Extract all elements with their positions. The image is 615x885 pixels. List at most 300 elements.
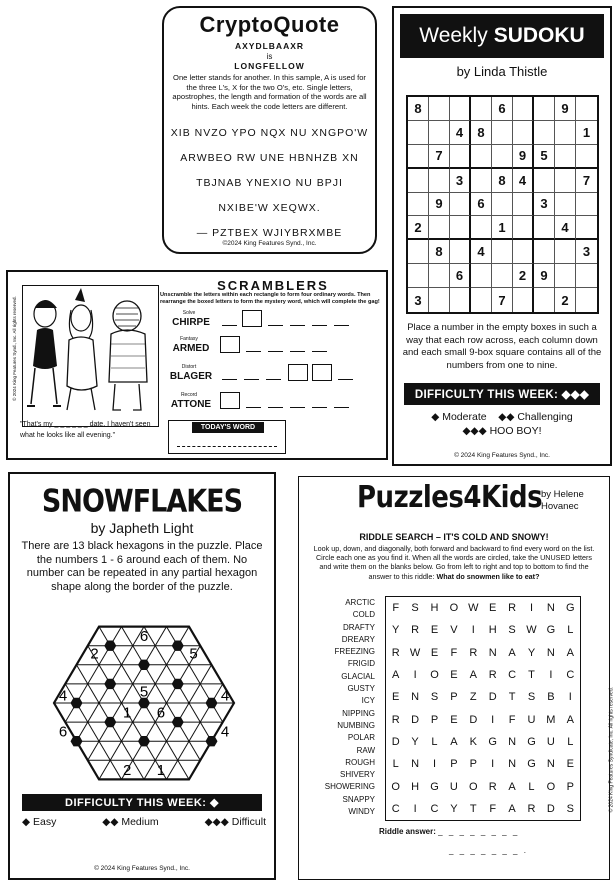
letter-blank[interactable]	[312, 351, 327, 352]
word-list-item: GUSTY	[347, 684, 375, 694]
scramblers-side-copyright: © 2024 King Features Synd., Inc. All rights reserved.	[11, 296, 17, 401]
letter-blank[interactable]	[338, 379, 353, 380]
letter-blank[interactable]	[268, 407, 283, 408]
snowflake-number: 6	[139, 628, 149, 646]
sudoku-cell[interactable]	[471, 288, 492, 312]
sudoku-cell: 3	[450, 169, 471, 193]
sudoku-cell[interactable]	[450, 288, 471, 312]
puzzles4kids-title: Puzzles4Kids	[357, 480, 543, 516]
sudoku-cell[interactable]	[471, 216, 492, 240]
sudoku-cell[interactable]	[534, 121, 555, 145]
letter-blank[interactable]	[334, 325, 349, 326]
grid-letter[interactable]: A	[450, 735, 458, 748]
sample-answer: LONGFELLOW	[234, 61, 305, 71]
sudoku-cell[interactable]	[450, 97, 471, 121]
grid-letter[interactable]: U	[546, 735, 555, 748]
black-hexagon	[104, 641, 116, 651]
sudoku-grid	[406, 95, 599, 314]
grid-letter[interactable]: K	[469, 735, 477, 748]
todays-word-label: TODAY'S WORD	[192, 422, 264, 433]
sudoku-cell[interactable]	[429, 97, 450, 121]
grid-letter[interactable]: P	[450, 691, 458, 704]
sudoku-title-bold: SUDOKU	[493, 24, 585, 47]
scramblers-title: SCRAMBLERS	[217, 278, 329, 293]
sudoku-cell: 1	[576, 121, 597, 145]
letter-blank[interactable]	[244, 379, 259, 380]
sudoku-cell: 7	[576, 169, 597, 193]
word-list-item: NIPPING	[342, 708, 375, 718]
scrambled-word: BLAGER	[169, 371, 213, 382]
grid-letter[interactable]: C	[430, 802, 439, 815]
scramble-word-2	[166, 336, 386, 358]
sudoku-cell[interactable]	[429, 216, 450, 240]
grid-letter[interactable]: T	[528, 669, 535, 682]
letter-blank[interactable]	[222, 379, 237, 380]
code-line: XIB NVZO YPO NQX NU XNGPO'W	[170, 127, 369, 139]
grid-letter[interactable]: R	[508, 602, 517, 615]
code-line: ARWBEO RW UNE HBNHZB XN	[180, 152, 359, 164]
grid-letter[interactable]: O	[391, 780, 400, 793]
grid-letter[interactable]: C	[391, 802, 400, 815]
grid-letter[interactable]: S	[411, 602, 419, 615]
snowflake-number: 4	[220, 723, 230, 741]
grid-letter[interactable]: R	[391, 713, 400, 726]
black-hexagon	[104, 679, 116, 689]
grid-letter[interactable]: R	[527, 802, 536, 815]
sudoku-cell[interactable]	[576, 145, 597, 169]
cartoon-drawing	[23, 286, 158, 426]
cartoon-illustration	[22, 285, 159, 427]
grid-letter[interactable]: G	[527, 758, 536, 771]
grid-letter[interactable]: Y	[527, 646, 536, 659]
sudoku-cell[interactable]	[555, 264, 576, 288]
grid-letter[interactable]: E	[430, 646, 439, 659]
scramblers-panel	[6, 270, 388, 460]
grid-letter[interactable]: N	[508, 758, 517, 771]
grid-letter[interactable]: E	[392, 691, 400, 704]
sudoku-cell: 2	[408, 216, 429, 240]
sudoku-cell: 4	[450, 121, 471, 145]
riddle-question: What do snowmen like to eat?	[436, 571, 540, 581]
sudoku-cell[interactable]	[492, 240, 513, 264]
sudoku-cell[interactable]	[513, 121, 534, 145]
letter-box[interactable]	[220, 392, 240, 409]
word-list-item: GLACIAL	[341, 671, 375, 681]
grid-letter[interactable]: O	[546, 780, 556, 793]
sudoku-cell: 1	[492, 216, 513, 240]
answer-blanks[interactable]: _ _ _ _ _ _ _ _	[438, 827, 520, 836]
puzzles4kids-side-copyright: © 2024 King Features Syndicate, Inc. All rights reserved.	[608, 687, 614, 813]
sudoku-cell: 6	[450, 264, 471, 288]
grid-letter[interactable]: N	[411, 758, 420, 771]
scramble-word-3	[166, 364, 386, 386]
word-search-grid	[385, 596, 581, 821]
letter-blank[interactable]	[246, 407, 261, 408]
sudoku-cell: 9	[513, 145, 534, 169]
sudoku-cell[interactable]	[513, 216, 534, 240]
sudoku-cell[interactable]	[450, 216, 471, 240]
grid-letter[interactable]: U	[449, 780, 458, 793]
grid-letter[interactable]: Z	[469, 691, 477, 704]
word-hint: Solve	[182, 310, 196, 316]
grid-letter[interactable]: L	[431, 735, 438, 748]
sudoku-cell[interactable]	[555, 169, 576, 193]
instructions-text: Look up, down, and diagonally, both forward and backward to find every word on the list. Circle each one as you find it. When all the words are circled, take the UNUSED letters and write them on the blanks below. Go from left to right and top to bottom to find the answer to this riddle:	[313, 544, 595, 581]
grid-letter[interactable]: A	[508, 780, 516, 793]
letter-box[interactable]	[220, 336, 240, 353]
sudoku-cell[interactable]	[471, 264, 492, 288]
sudoku-cell: 3	[576, 240, 597, 264]
sudoku-cell[interactable]	[471, 97, 492, 121]
sudoku-cell[interactable]	[534, 288, 555, 312]
snowflake-number: 4	[220, 687, 230, 705]
word-list-item: SHOWERING	[324, 782, 375, 792]
sudoku-cell[interactable]	[471, 169, 492, 193]
grid-letter[interactable]: M	[546, 713, 556, 726]
grid-letter[interactable]: I	[529, 602, 534, 615]
grid-letter[interactable]: W	[526, 624, 537, 637]
sudoku-cell[interactable]	[408, 193, 429, 217]
word-list	[309, 597, 375, 818]
grid-letter[interactable]: O	[430, 669, 439, 682]
level-hoo-boy: ◆◆◆ HOO BOY!	[462, 425, 542, 437]
scramble-word-1	[166, 310, 386, 332]
grid-letter[interactable]: R	[488, 669, 497, 682]
grid-letter[interactable]: S	[527, 691, 536, 704]
grid-letter[interactable]: D	[411, 713, 420, 726]
grid-letter[interactable]: A	[566, 646, 574, 659]
level-challenging: ◆◆ Challenging	[498, 411, 573, 423]
snowflake-puzzle-grid	[22, 614, 266, 792]
grid-letter[interactable]: T	[469, 802, 477, 815]
word-list-item: FREEZING	[334, 647, 375, 657]
sudoku-cell[interactable]	[576, 264, 597, 288]
word-hint: Fantasy	[180, 336, 198, 342]
word-list-item: SNAPPY	[342, 794, 375, 804]
snowflake-number: 1	[122, 704, 132, 722]
code-line: NXIBE'W XEQWX.	[218, 202, 321, 214]
sudoku-cell[interactable]	[429, 288, 450, 312]
black-hexagon	[71, 698, 83, 708]
grid-letter[interactable]: N	[488, 646, 497, 659]
grid-letter[interactable]: A	[392, 669, 400, 682]
sudoku-cell: 5	[534, 145, 555, 169]
snowflake-number: 6	[156, 704, 166, 722]
grid-letter[interactable]: P	[566, 780, 574, 793]
snowflakes-panel	[8, 472, 276, 880]
sudoku-cell[interactable]	[534, 240, 555, 264]
snowflake-number: 2	[122, 761, 132, 779]
letter-blank[interactable]	[246, 351, 261, 352]
grid-letter[interactable]: I	[491, 713, 495, 726]
answer-blanks-2[interactable]: _ _ _ _ _ _ _ .	[449, 846, 528, 855]
cryptoquote-panel	[162, 6, 377, 254]
sudoku-cell[interactable]	[408, 240, 429, 264]
letter-blank[interactable]	[334, 407, 349, 408]
grid-letter[interactable]: B	[547, 691, 555, 704]
sudoku-cell[interactable]	[471, 145, 492, 169]
sudoku-cell[interactable]	[408, 121, 429, 145]
letter-blank[interactable]	[222, 325, 237, 326]
puzzles4kids-panel	[298, 476, 614, 880]
riddle-instructions	[309, 544, 599, 581]
grid-letter[interactable]: Y	[392, 624, 400, 637]
letter-blank[interactable]	[290, 351, 305, 352]
snowflakes-copyright: © 2024 King Features Synd., Inc.	[94, 865, 190, 872]
word-list-item: DRAFTY	[343, 622, 375, 632]
sudoku-cell[interactable]	[408, 264, 429, 288]
sudoku-cell[interactable]	[555, 121, 576, 145]
scrambled-word: CHIRPE	[172, 317, 210, 328]
scramblers-instructions: Unscramble the letters within each rectangle to form four ordinary words. Then rearrange the boxed letters to form the mystery word, which will complete the gag!	[160, 292, 380, 305]
grid-letter[interactable]: F	[450, 646, 458, 659]
scrambled-word: ATTONE	[170, 399, 212, 410]
grid-letter[interactable]: I	[432, 758, 437, 771]
sudoku-cell[interactable]	[576, 97, 597, 121]
sudoku-cell: 3	[534, 193, 555, 217]
grid-letter[interactable]: G	[546, 624, 556, 637]
letter-blank[interactable]	[268, 325, 283, 326]
grid-letter[interactable]: P	[430, 713, 439, 726]
grid-letter[interactable]: F	[508, 713, 516, 726]
sudoku-instructions: Place a number in the empty boxes in such a way that each row across, each column down and each small 9-box square contains all of the numbers from one to nine.	[402, 322, 602, 371]
grid-letter[interactable]: P	[469, 758, 477, 771]
letter-blank[interactable]	[312, 325, 327, 326]
sudoku-cell: 4	[471, 240, 492, 264]
snowflake-number: 1	[156, 761, 166, 779]
sudoku-cell: 7	[492, 288, 513, 312]
sudoku-cell[interactable]	[534, 169, 555, 193]
sudoku-cell[interactable]	[492, 193, 513, 217]
sudoku-cell[interactable]	[450, 193, 471, 217]
grid-letter[interactable]: R	[469, 646, 478, 659]
grid-letter[interactable]: E	[450, 713, 458, 726]
word-hint: Record	[180, 392, 198, 398]
sudoku-cell[interactable]	[513, 97, 534, 121]
grid-letter[interactable]: G	[430, 780, 439, 793]
word-list-item: POLAR	[347, 733, 375, 743]
letter-blank[interactable]	[312, 407, 327, 408]
word-list-item: WINDY	[348, 807, 375, 817]
grid-letter[interactable]: C	[566, 669, 575, 682]
sudoku-panel	[392, 6, 612, 466]
grid-letter[interactable]: T	[508, 691, 516, 704]
grid-letter[interactable]: P	[450, 758, 458, 771]
sudoku-cell[interactable]	[513, 240, 534, 264]
word-list-item: SHIVERY	[340, 770, 375, 780]
grid-letter[interactable]: G	[566, 602, 575, 615]
word-list-item: DREARY	[341, 634, 375, 644]
sudoku-cell: 8	[492, 169, 513, 193]
grid-letter[interactable]: R	[488, 780, 497, 793]
letter-blank[interactable]	[290, 325, 305, 326]
sudoku-header	[400, 14, 604, 58]
level-easy: ◆ Easy	[22, 816, 57, 828]
grid-letter[interactable]: N	[508, 735, 517, 748]
letter-box[interactable]	[288, 364, 308, 381]
snowflake-number: 5	[139, 683, 149, 701]
grid-letter[interactable]: W	[409, 646, 421, 659]
sudoku-byline: by Linda Thistle	[456, 64, 548, 79]
cartoon-caption: "That's my _ _ _ _ _ _ date. I haven't seen what he looks like all evening."	[20, 421, 151, 439]
grid-letter[interactable]: L	[567, 735, 574, 748]
black-hexagon	[138, 736, 150, 746]
grid-letter[interactable]: D	[488, 691, 497, 704]
grid-letter[interactable]: O	[449, 602, 459, 615]
sudoku-cell: 4	[513, 169, 534, 193]
grid-letter[interactable]: I	[549, 669, 553, 682]
grid-letter[interactable]: G	[527, 735, 536, 748]
snowflake-number: 2	[90, 645, 99, 663]
sudoku-cell: 6	[492, 97, 513, 121]
sudoku-cell: 2	[513, 264, 534, 288]
grid-letter[interactable]: Y	[450, 802, 458, 815]
snowflake-number: 6	[58, 723, 68, 741]
sudoku-cell: 8	[471, 121, 492, 145]
sudoku-cell[interactable]	[513, 288, 534, 312]
sudoku-cell[interactable]	[429, 264, 450, 288]
word-list-item: ICY	[361, 696, 375, 706]
snowflakes-title: SNOWFLAKES	[41, 483, 243, 520]
grid-letter[interactable]: I	[413, 802, 417, 815]
grid-letter[interactable]: S	[566, 802, 574, 815]
letter-blank[interactable]	[290, 407, 305, 408]
sudoku-cell[interactable]	[429, 121, 450, 145]
sample-code: AXYDLBAAXR	[234, 41, 305, 51]
sudoku-cell[interactable]	[492, 264, 513, 288]
grid-letter[interactable]: N	[546, 646, 555, 659]
black-hexagon	[206, 736, 218, 746]
grid-letter[interactable]: E	[450, 669, 458, 682]
word-list-item: RAW	[356, 745, 375, 755]
answer-label: Riddle answer:	[379, 827, 436, 836]
sudoku-cell[interactable]	[534, 97, 555, 121]
sudoku-cell[interactable]	[555, 193, 576, 217]
grid-letter[interactable]: H	[430, 602, 439, 615]
scrambled-word: ARMED	[172, 343, 210, 354]
grid-letter[interactable]: I	[471, 624, 475, 637]
sudoku-cell[interactable]	[429, 169, 450, 193]
grid-letter[interactable]: A	[566, 713, 574, 726]
cryptoquote-copyright: ©2024 King Features Synd., Inc.	[222, 240, 317, 247]
grid-letter[interactable]: O	[469, 780, 478, 793]
letter-blank[interactable]	[266, 379, 281, 380]
grid-letter[interactable]: L	[392, 758, 399, 771]
word-list-item: NUMBING	[337, 720, 375, 730]
cryptoquote-explanation: One letter stands for another. In this sample, A is used for the three L's, X for the two O's, etc. Single letters, apostrophes, the length and formation of the words are all hints. Each week the code letters are different.	[172, 73, 367, 111]
sudoku-cell: 4	[555, 216, 576, 240]
sudoku-cell[interactable]	[513, 193, 534, 217]
grid-letter[interactable]: W	[468, 602, 479, 615]
snowflakes-byline: by Japheth Light	[90, 520, 194, 536]
grid-letter[interactable]: U	[527, 713, 536, 726]
grid-letter[interactable]: E	[566, 758, 574, 771]
sudoku-cell[interactable]	[555, 145, 576, 169]
letter-box[interactable]	[242, 310, 262, 327]
snowflake-number: 5	[189, 645, 198, 663]
puzzles4kids-byline	[541, 489, 584, 513]
sudoku-cell[interactable]	[450, 145, 471, 169]
grid-letter[interactable]: S	[508, 624, 516, 637]
sudoku-difficulty: DIFFICULTY THIS WEEK: ◆◆◆	[404, 383, 600, 405]
grid-letter[interactable]: N	[546, 602, 555, 615]
snowflake-number: 4	[58, 687, 68, 705]
grid-letter[interactable]: C	[508, 669, 517, 682]
grid-letter[interactable]: L	[528, 780, 535, 793]
grid-letter[interactable]: A	[508, 802, 516, 815]
grid-letter[interactable]: I	[413, 669, 417, 682]
grid-letter[interactable]: E	[430, 624, 439, 637]
grid-letter[interactable]: F	[392, 602, 400, 615]
grid-letter[interactable]: A	[508, 646, 516, 659]
grid-letter[interactable]: V	[450, 624, 458, 637]
sudoku-cell[interactable]	[492, 121, 513, 145]
grid-letter[interactable]: R	[391, 646, 400, 659]
grid-letter[interactable]: Y	[411, 735, 419, 748]
grid-letter[interactable]: D	[391, 735, 400, 748]
grid-letter[interactable]: A	[469, 669, 477, 682]
letter-box[interactable]	[312, 364, 332, 381]
grid-letter[interactable]: E	[489, 602, 497, 615]
grid-letter[interactable]: I	[568, 691, 572, 704]
sudoku-cell: 6	[471, 193, 492, 217]
black-hexagon	[206, 698, 218, 708]
grid-letter[interactable]: G	[488, 735, 497, 748]
riddle-search-title: RIDDLE SEARCH – IT'S COLD AND SNOWY!	[359, 532, 549, 542]
snowflakes-instructions: There are 13 black hexagons in the puzzle. Place the numbers 1 - 6 around each of them. No number can be repeated in any partial hexagon shape along the border of the puzzle.	[21, 540, 263, 593]
grid-letter[interactable]: F	[489, 802, 497, 815]
grid-letter[interactable]: D	[469, 713, 478, 726]
byline-line-1: by Helene	[541, 489, 584, 500]
level-medium: ◆◆ Medium	[102, 816, 159, 828]
sudoku-cell: 2	[555, 288, 576, 312]
sudoku-cell[interactable]	[576, 216, 597, 240]
letter-blank[interactable]	[268, 351, 283, 352]
black-hexagon	[104, 717, 116, 727]
sudoku-cell[interactable]	[408, 169, 429, 193]
cryptoquote-title: CryptoQuote	[199, 12, 340, 37]
sudoku-cell: 7	[429, 145, 450, 169]
grid-letter[interactable]: H	[411, 780, 420, 793]
snowflakes-levels	[22, 816, 266, 828]
snowflakes-difficulty: DIFFICULTY THIS WEEK: ◆	[22, 794, 262, 811]
black-hexagon	[172, 717, 184, 727]
sudoku-copyright: © 2024 King Features Synd., Inc.	[454, 452, 550, 459]
sudoku-cell[interactable]	[555, 240, 576, 264]
black-hexagon	[138, 660, 150, 670]
grid-letter[interactable]: R	[411, 624, 420, 637]
grid-letter[interactable]: S	[430, 691, 439, 704]
word-list-item: COLD	[352, 610, 375, 620]
sudoku-cell[interactable]	[408, 145, 429, 169]
grid-letter[interactable]: N	[546, 758, 555, 771]
grid-letter[interactable]: I	[491, 758, 495, 771]
sudoku-cell[interactable]	[576, 288, 597, 312]
byline-line-2: Hovanec	[541, 501, 579, 512]
sudoku-cell[interactable]	[534, 216, 555, 240]
grid-letter[interactable]: D	[546, 802, 555, 815]
sudoku-cell[interactable]	[492, 145, 513, 169]
sudoku-cell[interactable]	[576, 193, 597, 217]
grid-letter[interactable]: H	[488, 624, 497, 637]
sudoku-cell[interactable]	[450, 240, 471, 264]
level-moderate: ◆ Moderate	[431, 411, 487, 423]
word-hint: Distort	[181, 364, 197, 370]
grid-letter[interactable]: L	[567, 624, 574, 637]
grid-letter[interactable]: N	[411, 691, 420, 704]
black-hexagon	[172, 679, 184, 689]
sudoku-cell: 8	[408, 97, 429, 121]
